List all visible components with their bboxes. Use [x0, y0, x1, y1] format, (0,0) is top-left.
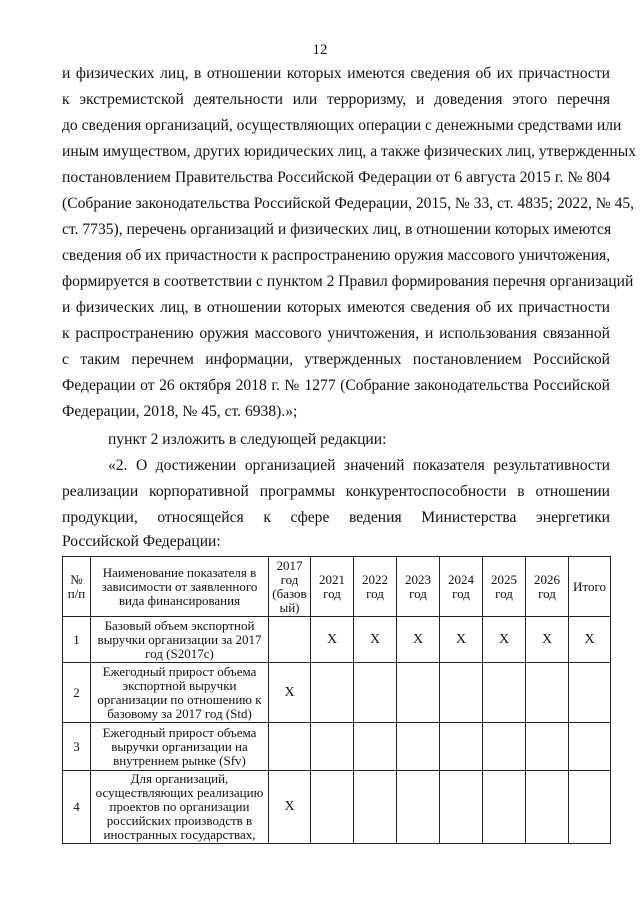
page-number: 12 — [312, 42, 328, 58]
row-cell — [354, 663, 397, 723]
row-cell — [569, 663, 611, 723]
row-cell — [569, 723, 611, 771]
row-cell — [526, 723, 569, 771]
table-row — [63, 663, 611, 723]
paragraph-line: к экстремистской деятельности или терроризму, и доведения этого перечня — [62, 91, 610, 108]
quote-line: «2. О достижении организацией значений показателя результативности — [108, 457, 610, 474]
paragraph-line: (Собрание законодательства Российской Федерации, 2015, № 33, ст. 4835; 2022, № 45, — [62, 195, 635, 212]
row-cell — [397, 771, 440, 844]
row-indicator-name: Ежегодный прирост объема экспортной выручки организации по отношению к базовому за 2017 год (Std) — [91, 663, 269, 723]
table-row — [63, 617, 611, 663]
row-cell — [397, 723, 440, 771]
row-indicator-name: Базовый объем экспортной выручки организации за 2017 год (S2017с) — [91, 617, 269, 663]
quote-line: Российской Федерации: — [62, 533, 221, 550]
paragraph-line: сведения об их причастности к распространению оружия массового уничтожения, — [62, 247, 611, 264]
table-row — [63, 771, 611, 844]
paragraph-line: иным имуществом, других юридических лиц, а также физических лиц, утвержденных — [62, 143, 637, 160]
row-cell — [440, 663, 483, 723]
paragraph-line: и физических лиц, в отношении которых имеются сведения об их причастности — [62, 65, 610, 82]
row-num: 4 — [63, 771, 91, 844]
header-2025: 2025 год — [483, 557, 526, 617]
paragraph-line: к распространению оружия массового уничтожения, и использования связанной — [62, 325, 610, 342]
paragraph-line: Федерации от 26 октября 2018 г. № 1277 (Собрание законодательства Российской — [62, 377, 610, 394]
paragraph-line: формируется в соответствии с пунктом 2 Правил формирования перечня организаций — [62, 273, 634, 290]
row-num: 2 — [63, 663, 91, 723]
paragraph-line: и физических лиц, в отношении которых имеются сведения об их причастности — [62, 299, 610, 316]
row-cell — [569, 771, 611, 844]
header-indicator-name: Наименование показателя в зависимости от заявленного вида финансирования — [91, 557, 269, 617]
row-cell — [526, 771, 569, 844]
row-cell: X — [483, 617, 526, 663]
header-total: Итого — [569, 557, 611, 617]
row-cell: X — [397, 617, 440, 663]
row-cell — [311, 723, 354, 771]
paragraph-line: ст. 7735), перечень организаций и физических лиц, в отношении которых имеются — [62, 221, 612, 238]
row-cell — [354, 771, 397, 844]
indicators-table — [62, 556, 611, 844]
row-cell — [354, 723, 397, 771]
row-cell — [269, 617, 311, 663]
header-2026: 2026 год — [526, 557, 569, 617]
row-cell: X — [269, 663, 311, 723]
row-num: 1 — [63, 617, 91, 663]
header-2024: 2024 год — [440, 557, 483, 617]
row-cell — [311, 663, 354, 723]
row-cell — [440, 723, 483, 771]
row-cell — [269, 723, 311, 771]
header-2021: 2021 год — [311, 557, 354, 617]
quote-line: реализации корпоративной программы конкурентоспособности в отношении — [62, 483, 610, 500]
header-2017: 2017 год (базов ый) — [269, 557, 311, 617]
quote-line: продукции, относящейся к сфере ведения Министерства энергетики — [62, 509, 610, 526]
row-cell — [311, 771, 354, 844]
table-row — [63, 723, 611, 771]
row-cell: X — [269, 771, 311, 844]
header-2022: 2022 год — [354, 557, 397, 617]
row-cell — [483, 771, 526, 844]
row-num: 3 — [63, 723, 91, 771]
row-cell — [526, 663, 569, 723]
row-cell: X — [354, 617, 397, 663]
row-cell — [440, 771, 483, 844]
paragraph-line: постановлением Правительства Российской Федерации от 6 августа 2015 г. № 804 — [62, 169, 610, 186]
row-cell: X — [440, 617, 483, 663]
row-cell: X — [311, 617, 354, 663]
row-cell — [483, 723, 526, 771]
paragraph-line: до сведения организаций, осуществляющих операции с денежными средствами или — [62, 117, 622, 134]
header-2023: 2023 год — [397, 557, 440, 617]
row-indicator-name: Ежегодный прирост объема выручки организации на внутреннем рынке (Sfv) — [91, 723, 269, 771]
table-header-row — [63, 557, 611, 617]
paragraph-line: Федерации, 2018, № 45, ст. 6938).»; — [62, 403, 298, 420]
row-indicator-name: Для организаций, осуществляющих реализацию проектов по организации российских производств в иностранных государствах, — [91, 771, 269, 844]
row-cell — [397, 663, 440, 723]
header-num: № п/п — [63, 557, 91, 617]
row-cell: X — [569, 617, 611, 663]
instruction-line: пункт 2 изложить в следующей редакции: — [108, 431, 387, 448]
row-cell — [483, 663, 526, 723]
row-cell: X — [526, 617, 569, 663]
paragraph-line: с таким перечнем информации, утвержденных постановлением Российской — [62, 351, 610, 368]
